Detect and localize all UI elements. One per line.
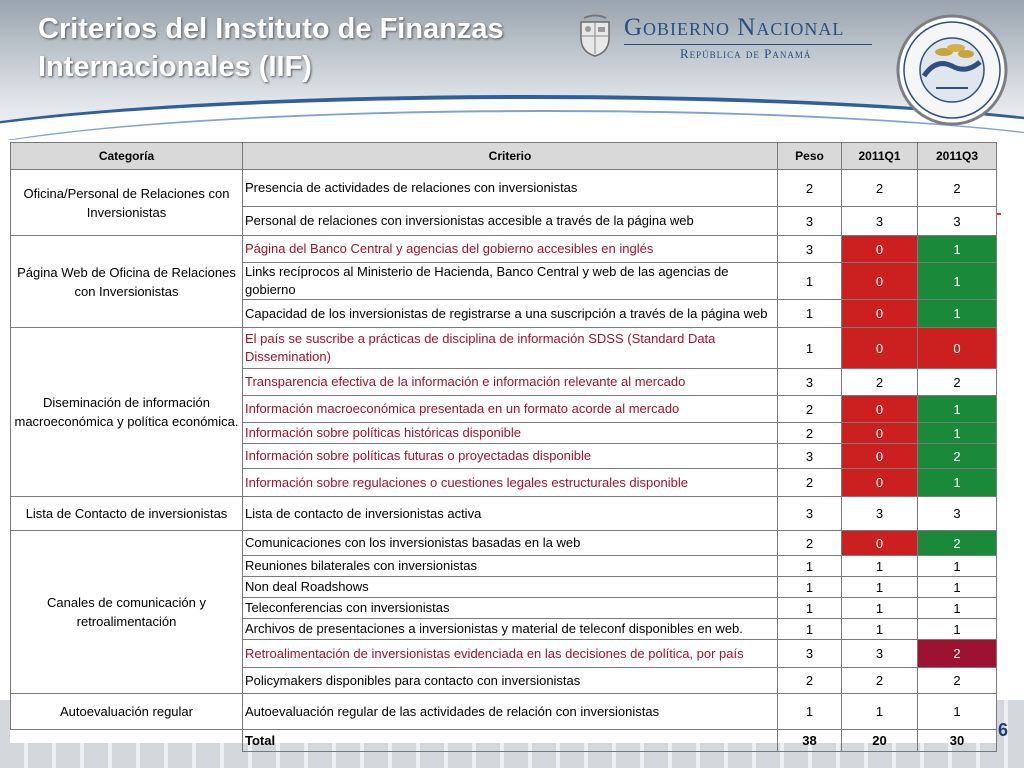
category-cell: Lista de Contacto de inversionistas [11, 497, 243, 531]
slide-title: Criterios del Instituto de Finanzas Internacionales (IIF) [38, 13, 504, 83]
q1-cell: 0 [842, 469, 918, 497]
q1-cell: 0 [842, 531, 918, 556]
q1-cell: 1 [842, 577, 918, 598]
ministry-seal-icon [896, 6, 1008, 134]
q3-cell: 3 [918, 207, 997, 236]
criterio-cell: Información macroeconómica presentada en un formato acorde al mercado [243, 396, 778, 423]
category-cell: Oficina/Personal de Relaciones con Inversionistas [11, 170, 243, 236]
page-number: 6 [998, 720, 1009, 740]
total-q3: 30 [918, 730, 997, 752]
gov-divider [624, 44, 872, 45]
q3-cell: 1 [918, 694, 997, 730]
peso-cell: 3 [778, 236, 842, 263]
header-criterio: Criterio [243, 143, 778, 170]
q1-cell: 0 [842, 300, 918, 328]
peso-cell: 2 [778, 469, 842, 497]
peso-cell: 1 [778, 263, 842, 300]
peso-cell: 2 [778, 668, 842, 694]
peso-cell: 1 [778, 619, 842, 640]
peso-cell: 3 [778, 207, 842, 236]
peso-cell: 2 [778, 396, 842, 423]
q1-cell: 2 [842, 668, 918, 694]
q1-cell: 3 [842, 207, 918, 236]
criterio-cell: Autoevaluación regular de las actividades de relación con inversionistas [243, 694, 778, 730]
criteria-table [10, 142, 997, 752]
q3-cell: 1 [918, 577, 997, 598]
q1-cell: 0 [842, 423, 918, 444]
q1-cell: 2 [842, 170, 918, 207]
category-cell: Autoevaluación regular [11, 694, 243, 730]
header-2011q1: 2011Q1 [842, 143, 918, 170]
table-row [11, 531, 997, 556]
table-row [11, 694, 997, 730]
q3-cell: 2 [918, 668, 997, 694]
criterio-cell: Capacidad de los inversionistas de registrarse a una suscripción a través de la página web [243, 300, 778, 328]
criterio-cell: Transparencia efectiva de la información e información relevante al mercado [243, 369, 778, 396]
q1-cell: 1 [842, 694, 918, 730]
header-peso: Peso [778, 143, 842, 170]
peso-cell: 2 [778, 170, 842, 207]
gov-name: Gobierno Nacional [624, 14, 845, 41]
criterio-cell: Lista de contacto de inversionistas activa [243, 497, 778, 531]
criterio-cell: Comunicaciones con los inversionistas basadas en la web [243, 531, 778, 556]
q3-cell: 1 [918, 598, 997, 619]
peso-cell: 2 [778, 423, 842, 444]
table-row [11, 170, 997, 207]
q3-cell: 1 [918, 619, 997, 640]
total-empty-cell [11, 730, 243, 752]
criterio-cell: Información sobre políticas futuras o proyectadas disponible [243, 444, 778, 469]
peso-cell: 1 [778, 556, 842, 577]
gobierno-logo [576, 12, 886, 62]
q3-cell: 1 [918, 469, 997, 497]
criterio-cell: Información sobre regulaciones o cuestiones legales estructurales disponible [243, 469, 778, 497]
criterio-cell: Información sobre políticas históricas disponible [243, 423, 778, 444]
criterio-cell: Presencia de actividades de relaciones con inversionistas [243, 170, 778, 207]
q3-cell: 2 [918, 640, 997, 668]
q3-cell: 3 [918, 497, 997, 531]
q3-cell: 2 [918, 170, 997, 207]
q1-cell: 3 [842, 640, 918, 668]
peso-cell: 3 [778, 369, 842, 396]
q3-cell: 1 [918, 263, 997, 300]
peso-cell: 2 [778, 531, 842, 556]
total-label: Total [243, 730, 778, 752]
q3-cell: 0 [918, 328, 997, 369]
q1-cell: 0 [842, 236, 918, 263]
total-q1: 20 [842, 730, 918, 752]
table-row [11, 236, 997, 263]
q3-cell: 1 [918, 423, 997, 444]
peso-cell: 3 [778, 640, 842, 668]
q1-cell: 0 [842, 444, 918, 469]
criterio-cell: Archivos de presentaciones a inversionistas y material de teleconf disponibles en web. [243, 619, 778, 640]
q3-cell: 2 [918, 444, 997, 469]
peso-cell: 3 [778, 444, 842, 469]
q1-cell: 1 [842, 556, 918, 577]
header-categoria: Categoría [11, 143, 243, 170]
total-peso: 38 [778, 730, 842, 752]
table-row [11, 497, 997, 531]
q3-cell: 1 [918, 300, 997, 328]
criterio-cell: Retroalimentación de inversionistas evidenciada en las decisiones de política, por país [243, 640, 778, 668]
q1-cell: 3 [842, 497, 918, 531]
q3-cell: 1 [918, 236, 997, 263]
header-2011q3: 2011Q3 [918, 143, 997, 170]
q1-cell: 0 [842, 396, 918, 423]
criterio-cell: Reuniones bilaterales con inversionistas [243, 556, 778, 577]
criteria-table-container [10, 142, 996, 748]
q1-cell: 1 [842, 598, 918, 619]
q3-cell: 2 [918, 531, 997, 556]
criterio-cell: Teleconferencias con inversionistas [243, 598, 778, 619]
peso-cell: 1 [778, 694, 842, 730]
coat-of-arms-icon [576, 14, 614, 58]
gov-subtitle: República de Panamá [680, 46, 812, 61]
criterio-cell: Policymakers disponibles para contacto con inversionistas [243, 668, 778, 694]
q1-cell: 2 [842, 369, 918, 396]
q1-cell: 1 [842, 619, 918, 640]
q3-cell: 1 [918, 556, 997, 577]
peso-cell: 1 [778, 598, 842, 619]
q3-cell: 2 [918, 369, 997, 396]
peso-cell: 3 [778, 497, 842, 531]
criterio-cell: Links recíprocos al Ministerio de Hacienda, Banco Central y web de las agencias de gobierno [243, 263, 778, 300]
category-cell: Página Web de Oficina de Relaciones con Inversionistas [11, 236, 243, 328]
criterio-cell: Non deal Roadshows [243, 577, 778, 598]
q1-cell: 0 [842, 328, 918, 369]
criterio-cell: Página del Banco Central y agencias del gobierno accesibles en inglés [243, 236, 778, 263]
category-cell: Canales de comunicación y retroalimentación [11, 531, 243, 694]
q1-cell: 0 [842, 263, 918, 300]
peso-cell: 1 [778, 328, 842, 369]
category-cell: Diseminación de información macroeconómica y política económica. [11, 328, 243, 497]
criterio-cell: Personal de relaciones con inversionistas accesible a través de la página web [243, 207, 778, 236]
peso-cell: 1 [778, 577, 842, 598]
table-header-row [11, 143, 997, 170]
table-row [11, 328, 997, 369]
peso-cell: 1 [778, 300, 842, 328]
criterio-cell: El país se suscribe a prácticas de disciplina de información SDSS (Standard Data Dissemination) [243, 328, 778, 369]
q3-cell: 1 [918, 396, 997, 423]
total-row [11, 730, 997, 752]
